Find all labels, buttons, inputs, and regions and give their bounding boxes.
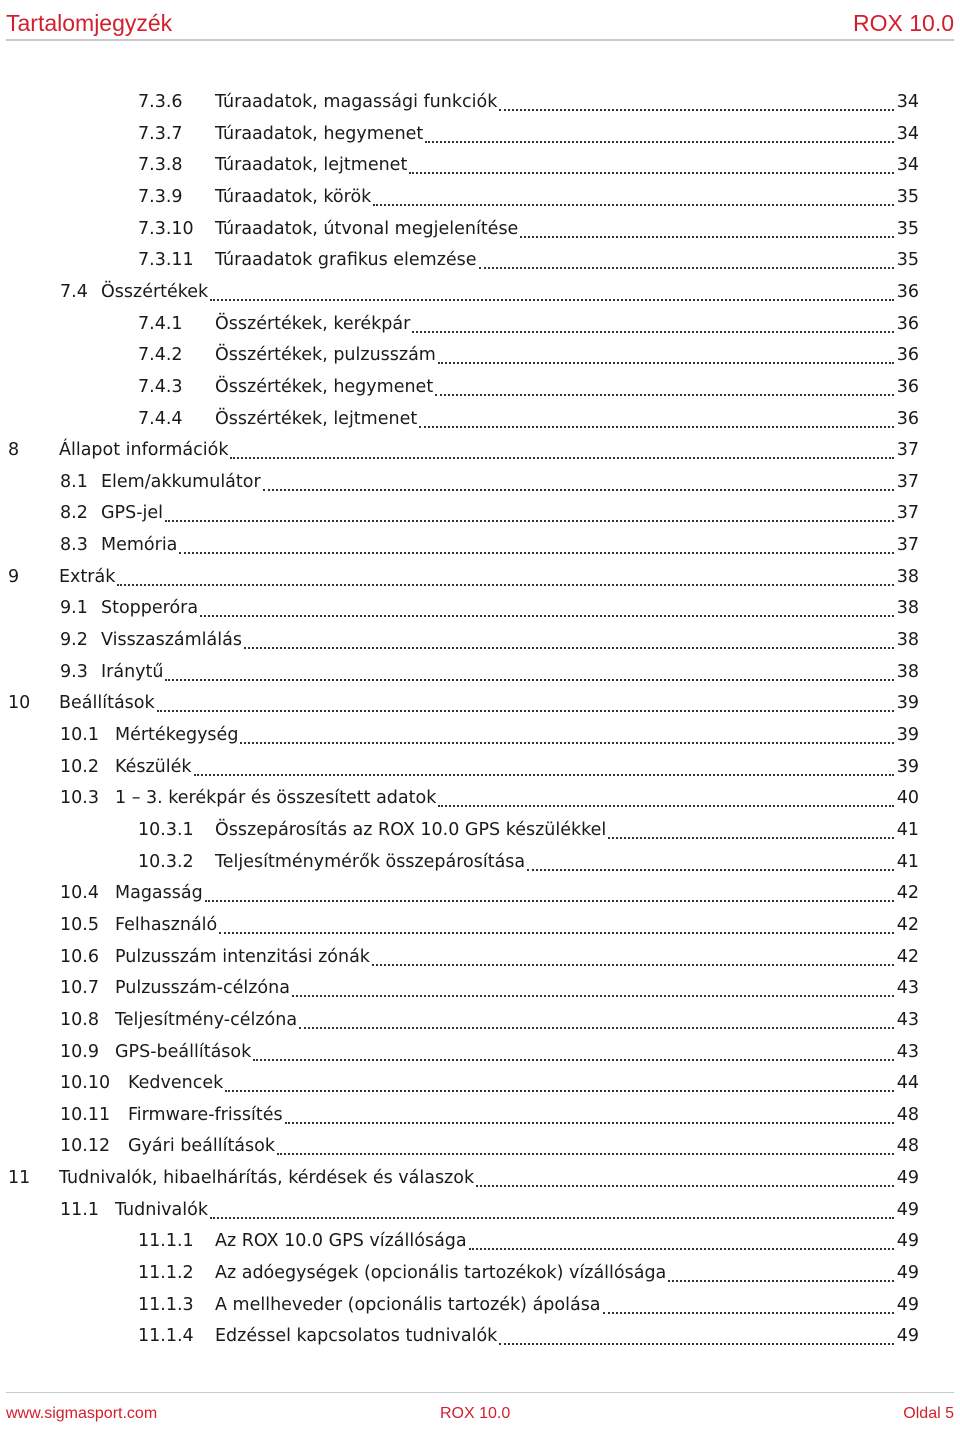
- toc-entry-title: Tudnivalók, hibaelhárítás, kérdések és válaszok: [59, 1168, 475, 1189]
- toc-entry-page: 41: [896, 851, 919, 872]
- toc-entry-title: Pulzusszám-célzóna: [115, 978, 290, 999]
- toc-entry-title: Magasság: [115, 883, 203, 904]
- toc-entry-number: 9.2: [60, 630, 88, 651]
- toc-entry-title: Állapot információk: [59, 440, 229, 461]
- toc-dot-leader: [219, 932, 893, 934]
- toc-entry[interactable]: [60, 1036, 919, 1068]
- toc-entry[interactable]: [60, 1194, 919, 1226]
- toc-entry-title: Az ROX 10.0 GPS vízállósága: [215, 1231, 467, 1252]
- toc-dot-leader: [469, 1248, 894, 1250]
- toc-entry-number: 7.4.3: [138, 376, 183, 397]
- toc-entry-page: 35: [896, 186, 919, 207]
- toc-entry[interactable]: [138, 181, 919, 213]
- toc-entry[interactable]: [60, 1130, 919, 1162]
- page-header: [6, 0, 954, 38]
- toc-entry[interactable]: [138, 339, 919, 371]
- toc-dot-leader: [285, 1122, 894, 1124]
- toc-entry-title: Túraadatok grafikus elemzése: [215, 250, 477, 271]
- toc-entry[interactable]: [138, 213, 919, 245]
- toc-dot-leader: [244, 647, 894, 649]
- toc-dot-leader: [240, 742, 893, 744]
- toc-entry-number: 9.3: [60, 661, 88, 682]
- toc-entry-page: 34: [896, 92, 919, 112]
- toc-entry-title: Firmware-frissítés: [128, 1104, 283, 1125]
- toc-entry-page: 38: [896, 566, 919, 587]
- toc-dot-leader: [263, 489, 894, 491]
- page-footer: [6, 1392, 954, 1433]
- toc-entry-title: Stopperóra: [101, 598, 199, 619]
- toc-entry-page: 49: [896, 1168, 919, 1189]
- toc-entry-title: Túraadatok, körök: [215, 186, 372, 207]
- toc-entry-title: Túraadatok, hegymenet: [215, 123, 424, 144]
- toc-entry-number: 9.1: [60, 598, 88, 619]
- toc-entry-page: 43: [896, 978, 919, 999]
- toc-entry-title: Iránytű: [101, 661, 164, 682]
- toc-entry-number: 11.1: [60, 1199, 99, 1220]
- toc-entry-number: 10.12: [60, 1136, 111, 1157]
- toc-entry-page: 38: [896, 630, 919, 651]
- toc-entry-page: 37: [896, 471, 919, 492]
- toc-dot-leader: [277, 1153, 894, 1155]
- toc-entry-title: GPS-jel: [101, 503, 164, 524]
- toc-dot-leader: [210, 299, 894, 301]
- toc-entry-number: 11.1.1: [138, 1231, 194, 1252]
- toc-entry-page: 49: [896, 1231, 919, 1252]
- toc-entry[interactable]: [8, 561, 919, 593]
- toc-entry-page: 37: [896, 440, 919, 461]
- toc-entry-page: 36: [896, 313, 919, 334]
- toc-entry-title: Extrák: [59, 566, 116, 587]
- toc-entry-title: Összepárosítás az ROX 10.0 GPS készülékkel: [215, 819, 607, 840]
- toc-entry-number: 7.3.8: [138, 155, 183, 176]
- toc-entry-page: 36: [896, 408, 919, 429]
- toc-entry-number: 10.11: [60, 1104, 111, 1125]
- toc-entry[interactable]: [138, 86, 919, 118]
- toc-dot-leader: [425, 141, 893, 143]
- toc-entry[interactable]: [138, 1289, 919, 1321]
- toc-entry[interactable]: [60, 972, 919, 1004]
- toc-entry-number: 10.3.2: [138, 851, 194, 872]
- toc-entry[interactable]: [138, 1257, 919, 1289]
- toc-entry-page: 42: [896, 946, 919, 967]
- toc-entry-number: 10.3.1: [138, 819, 194, 840]
- toc-dot-leader: [412, 331, 893, 333]
- footer-page-number: Oldal 5: [903, 1405, 954, 1422]
- toc-entry-number: 7.3.7: [138, 123, 183, 144]
- toc-entry-title: Kedvencek: [128, 1073, 224, 1094]
- toc-entry[interactable]: [8, 1162, 919, 1194]
- toc-entry[interactable]: [138, 371, 919, 403]
- toc-entry-title: GPS-beállítások: [115, 1041, 252, 1062]
- toc-entry-page: 37: [896, 503, 919, 524]
- toc-dot-leader: [438, 805, 893, 807]
- toc-dot-leader: [194, 774, 894, 776]
- toc-entry-title: Túraadatok, útvonal megjelenítése: [215, 218, 519, 239]
- toc-entry[interactable]: [60, 909, 919, 941]
- toc-entry-title: Beállítások: [59, 693, 155, 714]
- toc-entry-page: 42: [896, 883, 919, 904]
- toc-entry-number: 10.7: [60, 978, 99, 999]
- toc-entry-title: Összértékek, hegymenet: [215, 376, 434, 397]
- toc-dot-leader: [165, 520, 894, 522]
- toc-entry-page: 49: [896, 1263, 919, 1284]
- page-title: Tartalomjegyzék: [6, 10, 173, 36]
- toc-dot-leader: [292, 995, 894, 997]
- toc-dot-leader: [157, 710, 894, 712]
- toc-entry-page: 34: [896, 123, 919, 144]
- toc-entry-number: 8: [8, 440, 20, 461]
- toc-entry[interactable]: [60, 592, 919, 624]
- toc-entry-title: Túraadatok, lejtmenet: [215, 155, 408, 176]
- toc-entry-page: 38: [896, 661, 919, 682]
- toc-entry-title: Edzéssel kapcsolatos tudnivalók: [215, 1326, 498, 1347]
- toc-entry-number: 7.3.11: [138, 250, 194, 271]
- toc-entry-title: Összértékek: [101, 281, 209, 302]
- toc-entry-page: 39: [896, 756, 919, 777]
- toc-dot-leader: [668, 1280, 893, 1282]
- toc-entry-title: Összértékek, kerékpár: [215, 313, 411, 334]
- toc-entry-number: 10.10: [60, 1073, 111, 1094]
- toc-dot-leader: [438, 362, 894, 364]
- toc-entry-page: 36: [896, 281, 919, 302]
- toc-dot-leader: [435, 394, 894, 396]
- toc-entry-number: 11.1.4: [138, 1326, 194, 1347]
- toc-entry-number: 7.4.2: [138, 345, 183, 366]
- toc-dot-leader: [253, 1059, 893, 1061]
- toc-entry-page: 38: [896, 598, 919, 619]
- toc-entry-title: Pulzusszám intenzitási zónák: [115, 946, 370, 967]
- header-product-name: ROX 10.0: [853, 10, 954, 36]
- toc-entry-page: 44: [896, 1073, 919, 1094]
- toc-entry-title: Teljesítmény-célzóna: [115, 1009, 298, 1030]
- toc-entry[interactable]: [138, 149, 919, 181]
- toc-entry-page: 39: [896, 693, 919, 714]
- toc-entry[interactable]: [8, 434, 919, 466]
- toc-entry-title: Teljesítménymérők összepárosítása: [215, 851, 526, 872]
- toc-dot-leader: [117, 584, 893, 586]
- toc-entry-page: 41: [896, 819, 919, 840]
- toc-entry[interactable]: [138, 814, 919, 846]
- toc-entry-number: 10: [8, 693, 31, 714]
- toc-dot-leader: [608, 837, 893, 839]
- toc-entry-number: 10.1: [60, 725, 99, 745]
- toc-entry-page: 35: [896, 218, 919, 239]
- toc-entry-number: 7.4: [60, 281, 88, 302]
- toc-entry-number: 8.3: [60, 535, 88, 556]
- toc-entry[interactable]: [138, 403, 919, 435]
- toc-entry[interactable]: [60, 1004, 919, 1036]
- toc-entry[interactable]: [60, 497, 919, 529]
- toc-entry-page: 40: [896, 788, 919, 809]
- toc-dot-leader: [479, 267, 894, 269]
- toc-dot-leader: [419, 426, 894, 428]
- toc-entry-page: 43: [896, 1041, 919, 1062]
- toc-dot-leader: [520, 236, 893, 238]
- toc-dot-leader: [200, 615, 894, 617]
- toc-entry-number: 10.2: [60, 756, 99, 777]
- toc-entry-title: Túraadatok, magassági funkciók: [215, 92, 498, 112]
- toc-dot-leader: [299, 1027, 894, 1029]
- toc-entry-title: A mellheveder (opcionális tartozék) ápolása: [215, 1294, 601, 1315]
- toc-entry-title: Visszaszámlálás: [101, 630, 242, 651]
- toc-entry-page: 36: [896, 345, 919, 366]
- toc-entry[interactable]: [60, 466, 919, 498]
- toc-dot-leader: [165, 679, 893, 681]
- toc-dot-leader: [603, 1312, 894, 1314]
- toc-entry-number: 7.3.9: [138, 186, 183, 207]
- toc-entry-title: Elem/akkumulátor: [101, 471, 261, 492]
- toc-entry-number: 7.3.10: [138, 218, 194, 239]
- toc-entry[interactable]: [60, 529, 919, 561]
- toc-dot-leader: [372, 964, 894, 966]
- toc-entry-number: 10.3: [60, 788, 99, 809]
- toc-entry[interactable]: [60, 656, 919, 688]
- toc-entry[interactable]: [8, 687, 919, 719]
- toc-entry[interactable]: [60, 941, 919, 973]
- toc-entry-number: 8.1: [60, 471, 88, 492]
- toc-entry-number: 11.1.3: [138, 1294, 194, 1315]
- toc-entry[interactable]: [138, 244, 919, 276]
- toc-dot-leader: [409, 172, 893, 174]
- toc-dot-leader: [205, 900, 894, 902]
- toc-entry-page: 49: [896, 1199, 919, 1220]
- toc-entry-title: Az adóegységek (opcionális tartozékok) vízállósága: [215, 1263, 667, 1284]
- toc-entry-title: Tudnivalók: [115, 1199, 208, 1220]
- toc-dot-leader: [527, 869, 894, 871]
- toc-entry-number: 10.5: [60, 914, 99, 935]
- toc-entry[interactable]: [138, 846, 919, 878]
- toc-entry-title: 1 – 3. kerékpár és összesített adatok: [115, 788, 437, 809]
- toc-entry[interactable]: [60, 1067, 919, 1099]
- toc-dot-leader: [499, 109, 893, 111]
- toc-entry[interactable]: [138, 118, 919, 150]
- toc-entry[interactable]: [60, 877, 919, 909]
- toc-entry[interactable]: [60, 624, 919, 656]
- toc-entry-number: 8.2: [60, 503, 88, 524]
- toc-entry-title: Gyári beállítások: [128, 1136, 275, 1157]
- toc-entry-page: 48: [896, 1104, 919, 1125]
- toc-entry[interactable]: [60, 751, 919, 783]
- toc-dot-leader: [210, 1217, 894, 1219]
- toc-entry-page: 34: [896, 155, 919, 176]
- toc-entry-number: 10.4: [60, 883, 99, 904]
- toc-entry[interactable]: [60, 719, 919, 751]
- toc-entry-title: Összértékek, pulzusszám: [215, 345, 436, 366]
- header-divider: [6, 39, 954, 41]
- toc-dot-leader: [499, 1343, 893, 1345]
- toc-entry-title: Összértékek, lejtmenet: [215, 408, 418, 429]
- toc-entry[interactable]: [138, 308, 919, 340]
- toc-entry[interactable]: [60, 276, 919, 308]
- toc-entry-number: 7.4.4: [138, 408, 183, 429]
- toc-entry-number: 10.9: [60, 1041, 99, 1062]
- toc-entry-number: 7.3.6: [138, 92, 183, 112]
- toc-entry-title: Felhasználó: [115, 914, 218, 935]
- toc-entry-page: 49: [896, 1326, 919, 1347]
- toc-entry-page: 48: [896, 1136, 919, 1157]
- toc-entry[interactable]: [60, 782, 919, 814]
- toc-entry-number: 11.1.2: [138, 1263, 194, 1284]
- toc-entry-page: 37: [896, 535, 919, 556]
- toc-entry-number: 9: [8, 566, 20, 587]
- toc-dot-leader: [373, 204, 893, 206]
- toc-entry-page: 49: [896, 1294, 919, 1315]
- toc-entry[interactable]: [60, 1099, 919, 1131]
- toc-dot-leader: [179, 552, 893, 554]
- toc-entry-number: 11: [8, 1168, 31, 1189]
- toc-dot-leader: [476, 1185, 894, 1187]
- toc-entry-title: Mértékegység: [115, 725, 239, 745]
- toc-entry-page: 39: [896, 725, 919, 745]
- toc-entry-title: Készülék: [115, 756, 192, 777]
- toc-entry-page: 43: [896, 1009, 919, 1030]
- footer-product-name: ROX 10.0: [440, 1405, 511, 1422]
- toc-entry-number: 10.8: [60, 1009, 99, 1030]
- toc-entry[interactable]: [138, 1320, 919, 1352]
- toc-dot-leader: [225, 1090, 894, 1092]
- toc-dot-leader: [230, 457, 893, 459]
- toc-entry-page: 35: [896, 250, 919, 271]
- toc-entry-title: Memória: [101, 535, 178, 556]
- toc-entry-page: 42: [896, 914, 919, 935]
- toc-entry-page: 36: [896, 376, 919, 397]
- toc-entry[interactable]: [138, 1225, 919, 1257]
- footer-website-link[interactable]: www.sigmasport.com: [6, 1405, 158, 1422]
- toc-entry-number: 7.4.1: [138, 313, 183, 334]
- toc-entry-number: 10.6: [60, 946, 99, 967]
